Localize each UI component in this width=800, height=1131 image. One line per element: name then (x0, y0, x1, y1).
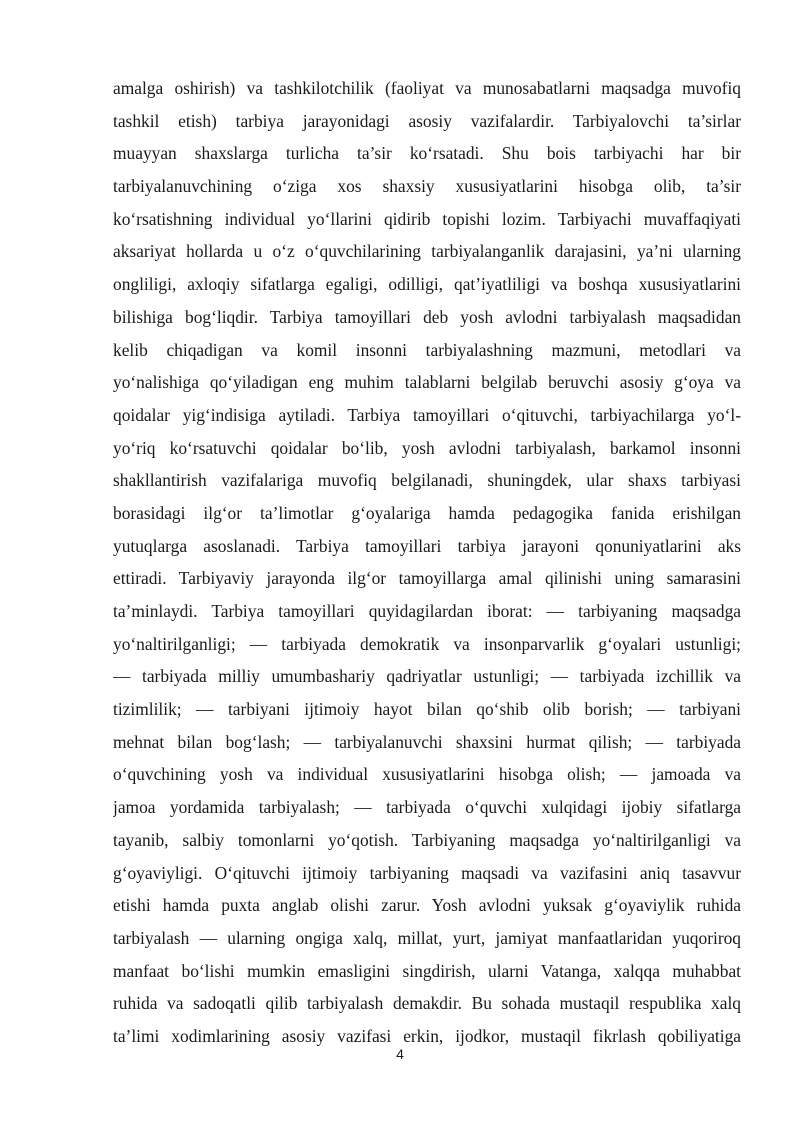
text-line: qoidalar yig‘indisiga aytiladi. Tarbiya tamoyillari o‘qituvchi, tarbiyachilarga yo‘l- (113, 404, 741, 425)
text-line: yo‘riq ko‘rsatuvchi qoidalar bo‘lib, yosh avlodni tarbiyalash, barkamol insonni (113, 437, 741, 458)
text-line: ongliligi, axloqiy sifatlarga egaligi, odilligi, qat’iyatliligi va boshqa xususiyatlarini (113, 274, 741, 295)
text-line: borasidagi ilg‘or ta’limotlar g‘oyalariga hamda pedagogika fanida erishilgan (113, 502, 741, 523)
text-line: yo‘nalishiga qo‘yiladigan eng muhim talablarni belgilab beruvchi asosiy g‘oya va (113, 372, 741, 393)
text-line: yutuqlarga asoslanadi. Tarbiya tamoyillari tarbiya jarayoni qonuniyatlarini aks (113, 535, 741, 556)
text-line: g‘oyaviyligi. O‘qituvchi ijtimoiy tarbiyaning maqsadi va vazifasini aniq tasavvur (113, 862, 741, 883)
text-line: jamoa yordamida tarbiyalash; — tarbiyada o‘quvchi xulqidagi ijobiy sifatlarga (113, 797, 741, 818)
page-number: 4 (396, 1046, 404, 1062)
text-line: tashkil etish) tarbiya jarayonidagi asosiy vazifalardir. Tarbiyalovchi ta’sirlar (113, 110, 741, 131)
text-line: manfaat bo‘lishi mumkin emasligini singdirish, ularni Vatanga, xalqqa muhabbat (113, 960, 741, 981)
body-text (113, 72, 741, 1053)
text-line: tarbiyalash — ularning ongiga xalq, millat, yurt, jamiyat manfaatlaridan yuqoriroq (113, 927, 741, 948)
text-line: kelib chiqadigan va komil insonni tarbiyalashning mazmuni, metodlari va (113, 339, 741, 360)
text-line: tizimlilik; — tarbiyani ijtimoiy hayot bilan qo‘shib olib borish; — tarbiyani (113, 699, 741, 720)
text-line: yo‘naltirilganligi; — tarbiyada demokratik va insonparvarlik g‘oyalari ustunligi; (113, 633, 741, 654)
text-line: etishi hamda puxta anglab olishi zarur. Yosh avlodni yuksak g‘oyaviylik ruhida (113, 895, 741, 916)
text-line: tarbiyalanuvchining o‘ziga xos shaxsiy xususiyatlarini hisobga olib, ta’sir (113, 176, 741, 197)
text-line: ruhida va sadoqatli qilib tarbiyalash demakdir. Bu sohada mustaqil respublika xalq (113, 993, 741, 1014)
text-line: amalga oshirish) va tashkilotchilik (faoliyat va munosabatlarni maqsadga muvofiq (113, 78, 741, 98)
text-line: ta’limi xodimlarining asosiy vazifasi erkin, ijodkor, mustaqil fikrlash qobiliyatiga (113, 1025, 741, 1046)
text-line: ettiradi. Tarbiyaviy jarayonda ilg‘or tamoyillarga amal qilinishi uning samarasini (113, 568, 741, 589)
text-line: ta’minlaydi. Tarbiya tamoyillari quyidagilardan iborat: — tarbiyaning maqsadga (113, 601, 741, 621)
text-line: mehnat bilan bog‘lash; — tarbiyalanuvchi shaxsini hurmat qilish; — tarbiyada (113, 731, 741, 752)
text-line: aksariyat hollarda u o‘z o‘quvchilarining tarbiyalanganlik darajasini, ya’ni ularning (113, 241, 741, 262)
text-line: o‘quvchining yosh va individual xususiyatlarini hisobga olish; — jamoada va (113, 764, 741, 785)
text-line: bilishiga bog‘liqdir. Tarbiya tamoyillari deb yosh avlodni tarbiyalash maqsadidan (113, 306, 741, 327)
text-line: muayyan shaxslarga turlicha ta’sir ko‘rsatadi. Shu bois tarbiyachi har bir (113, 143, 741, 164)
text-line: ko‘rsatishning individual yo‘llarini qidirib topishi lozim. Tarbiyachi muvaffaqiyati (113, 208, 741, 229)
text-line: — tarbiyada milliy umumbashariy qadriyatlar ustunligi; — tarbiyada izchillik va (113, 666, 741, 687)
text-line: tayanib, salbiy tomonlarni yo‘qotish. Tarbiyaning maqsadga yo‘naltirilganligi va (113, 829, 741, 850)
text-line: shakllantirish vazifalariga muvofiq belgilanadi, shuningdek, ular shaxs tarbiyasi (113, 470, 741, 491)
